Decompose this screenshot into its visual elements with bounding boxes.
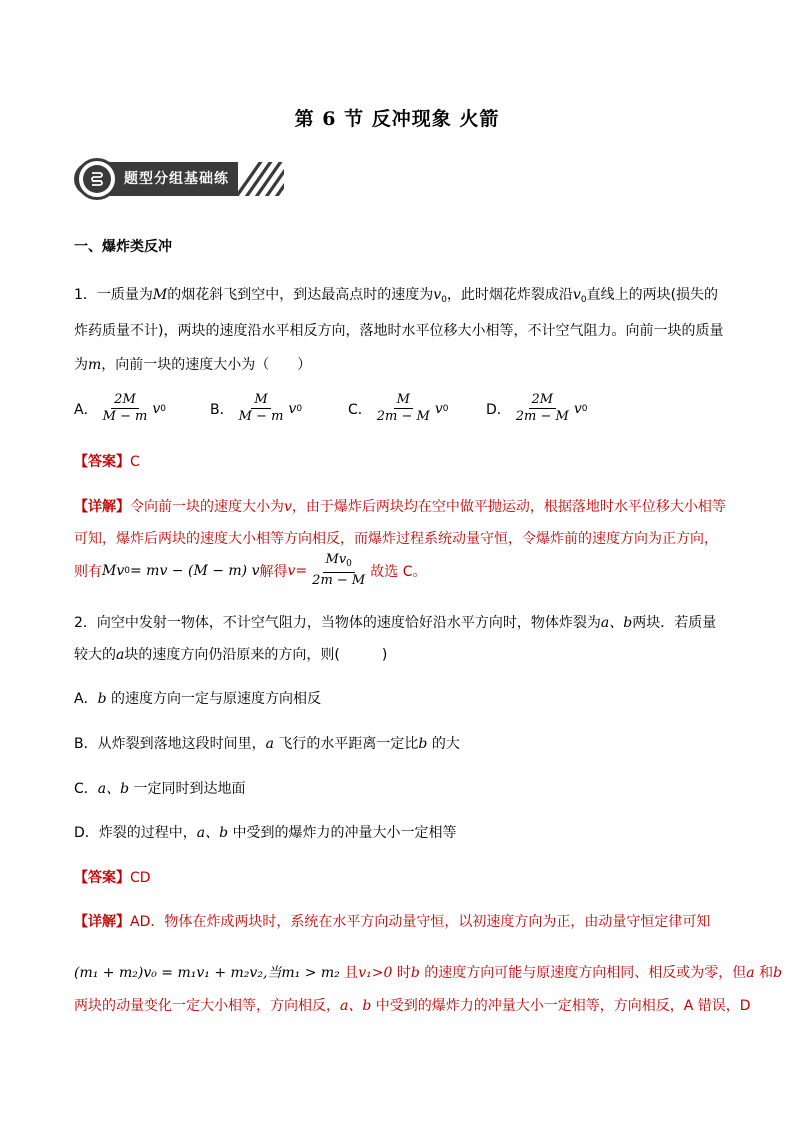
q1-option-b: B． $\frac{M}{M - m}$ v 0	[210, 392, 303, 424]
banner-stripes	[238, 162, 284, 196]
q1-detail-line2: 可知，爆炸后两块的速度大小相等方向相反，而爆炸过程系统动量守恒，令爆炸前的速度方向为正方向，	[74, 531, 718, 547]
q1-stem-line1: 1．一质量为M的烟花斜飞到空中，到达最高点时的速度为$v_0$，此时烟花炸裂成沿$v_0$直线上的两块(损失的	[74, 287, 719, 305]
q1-detail-line3: 则有 Mv 0 = mv − (M − m) v 解得 v = $\frac{Mv_0}{2m - M}$ 故选 C。	[74, 552, 427, 588]
q2-option-d: D．炸裂的过程中，a、b 中受到的爆炸力的冲量大小一定相等	[74, 825, 457, 841]
section-heading: 一、爆炸类反冲	[74, 239, 172, 255]
q2-detail-line1: 【详解】AD．物体在炸成两块时，系统在水平方向动量守恒，以初速度方向为正，由动量守恒定律可知	[74, 914, 711, 930]
q1-option-c: C． $\frac{M}{2m - M}$ v 0	[348, 392, 449, 424]
q2-detail-line3: 两块的动量变化一定大小相等，方向相反，a、b 中受到的爆炸力的冲量大小一定相等，方向相反，A 错误，D	[74, 998, 751, 1014]
q1-answer: 【答案】C	[74, 454, 140, 470]
q2-answer: 【答案】CD	[74, 870, 151, 886]
q2-detail-line2: (m₁ + m₂)v₀ = m₁v₁ + m₂v₂,当m₁ > m₂ 且v₁>0 时b 的速度方向可能与原速度方向相同、相反或为零，但a 和b	[74, 965, 783, 981]
section-banner	[74, 158, 284, 200]
q2-option-b: B．从炸裂到落地这段时间里，a 飞行的水平距离一定比b 的大	[74, 736, 460, 752]
q1-option-a: A． $\frac{2M}{M - m}$ v 0	[74, 392, 167, 424]
q1-stem-line3: 为m，向前一块的速度大小为（ ）	[74, 357, 312, 373]
q2-option-c: C．a、b 一定同时到达地面	[74, 781, 246, 797]
q1-stem-line2: 炸药质量不计)，两块的速度沿水平相反方向，落地时水平位移大小相等，不计空气阻力。向前一块的质量	[74, 323, 724, 339]
scroll-icon	[76, 158, 118, 200]
q2-stem-line1: 2．向空中发射一物体，不计空气阻力，当物体的速度恰好沿水平方向时，物体炸裂为a、b两块．若质量	[74, 615, 717, 631]
banner-label: 题型分组基础练	[124, 171, 229, 187]
q2-option-a: A．b 的速度方向一定与原速度方向相反	[74, 691, 321, 707]
q1-option-d: D． $\frac{2M}{2m - M}$ v 0	[486, 392, 588, 424]
q1-detail-line1: 【详解】令向前一块的速度大小为v，由于爆炸后两块均在空中做平抛运动，根据落地时水平位移大小相等	[74, 499, 726, 515]
q2-stem-line2: 较大的a块的速度方向仍沿原来的方向，则( )	[74, 647, 388, 663]
page-title: 第 6 节 反冲现象 火箭	[294, 108, 500, 130]
